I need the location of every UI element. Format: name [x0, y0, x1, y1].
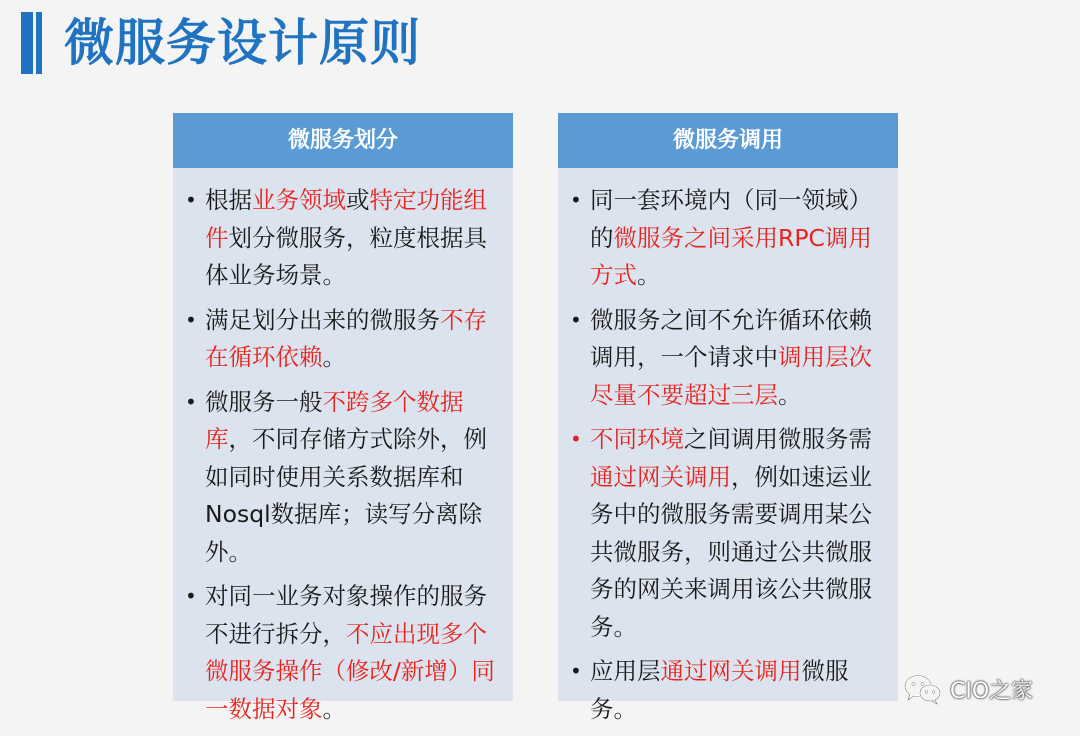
- list-item: [570, 653, 884, 728]
- list-item: [185, 182, 499, 295]
- body-text: 。: [778, 380, 802, 409]
- highlight-text: 微服务之间采用RPC调用方式: [590, 223, 872, 289]
- body-text: 之间调用微服务需: [684, 425, 872, 453]
- card-service-invocation: [558, 113, 898, 723]
- body-text: ，不同存储方式除外，例如同时使用关系数据库和Nosql数据库；读写分离除外。: [205, 425, 487, 566]
- highlight-text: 不跨多个数据库: [205, 387, 464, 453]
- bullet-dot: •: [185, 584, 197, 608]
- body-text: 或: [346, 186, 370, 214]
- card-header: 微服务划分: [173, 113, 513, 168]
- bullet-dot: •: [185, 188, 197, 212]
- list-item: [570, 421, 884, 646]
- highlight-text: 通过网关调用: [590, 462, 731, 491]
- bullet-dot: •: [570, 659, 582, 683]
- highlight-text: 不应出现多个微服务操作（修改/新增）同一数据对象: [205, 619, 495, 723]
- body-text: 满足划分出来的微服务: [205, 305, 440, 334]
- bullet-list: [173, 168, 513, 728]
- list-item: [185, 578, 499, 728]
- body-text: 。: [322, 343, 346, 371]
- highlight-text: 特定功能组件: [205, 186, 487, 252]
- list-item: [185, 302, 499, 377]
- card-service-division: [173, 113, 513, 723]
- list-item: [570, 302, 884, 415]
- highlight-text: 不同环境: [590, 425, 684, 453]
- bullet-dot: •: [570, 427, 582, 451]
- list-item: [570, 182, 884, 295]
- watermark-text: CIO之家: [950, 678, 1034, 704]
- body-text: ，例如速运业务中的微服务需要调用某公共微服务，则通过公共微服务的网关来调用该公共微服务。: [590, 462, 872, 641]
- list-item: [185, 384, 499, 572]
- title-accent-bar-thin: [36, 12, 42, 74]
- body-text: 划分微服务，粒度根据具体业务场景。: [205, 223, 487, 289]
- body-text: 微服务之间不允许循环依赖调用，一个请求中: [590, 305, 872, 371]
- slide-title: 微服务设计原则: [64, 14, 421, 72]
- body-text: 。: [322, 694, 346, 723]
- wechat-icon: [902, 673, 944, 705]
- body-text: 。: [637, 261, 661, 289]
- body-text: 应用层: [590, 657, 661, 685]
- highlight-text: 业务领域: [252, 186, 346, 214]
- watermark: [902, 672, 1033, 706]
- bullet-dot: •: [570, 188, 582, 212]
- bullet-list: [558, 168, 898, 728]
- body-text: 同一套环境内（同一领域）的: [590, 186, 872, 252]
- highlight-text: 不存在循环依赖: [205, 305, 487, 371]
- highlight-text: 通过网关调用: [660, 657, 802, 685]
- bullet-dot: •: [185, 389, 197, 414]
- bullet-dot: •: [570, 307, 582, 332]
- highlight-text: 调用层次尽量不要超过三层: [590, 343, 872, 409]
- card-header: 微服务调用: [558, 113, 898, 168]
- bullet-dot: •: [185, 307, 197, 332]
- body-text: 微服务一般: [205, 387, 323, 416]
- title-accent-bar: [21, 12, 33, 74]
- body-text: 对同一业务对象操作的服务不进行拆分，: [205, 582, 487, 648]
- body-text: 微服务。: [590, 657, 849, 723]
- body-text: 根据: [205, 186, 252, 214]
